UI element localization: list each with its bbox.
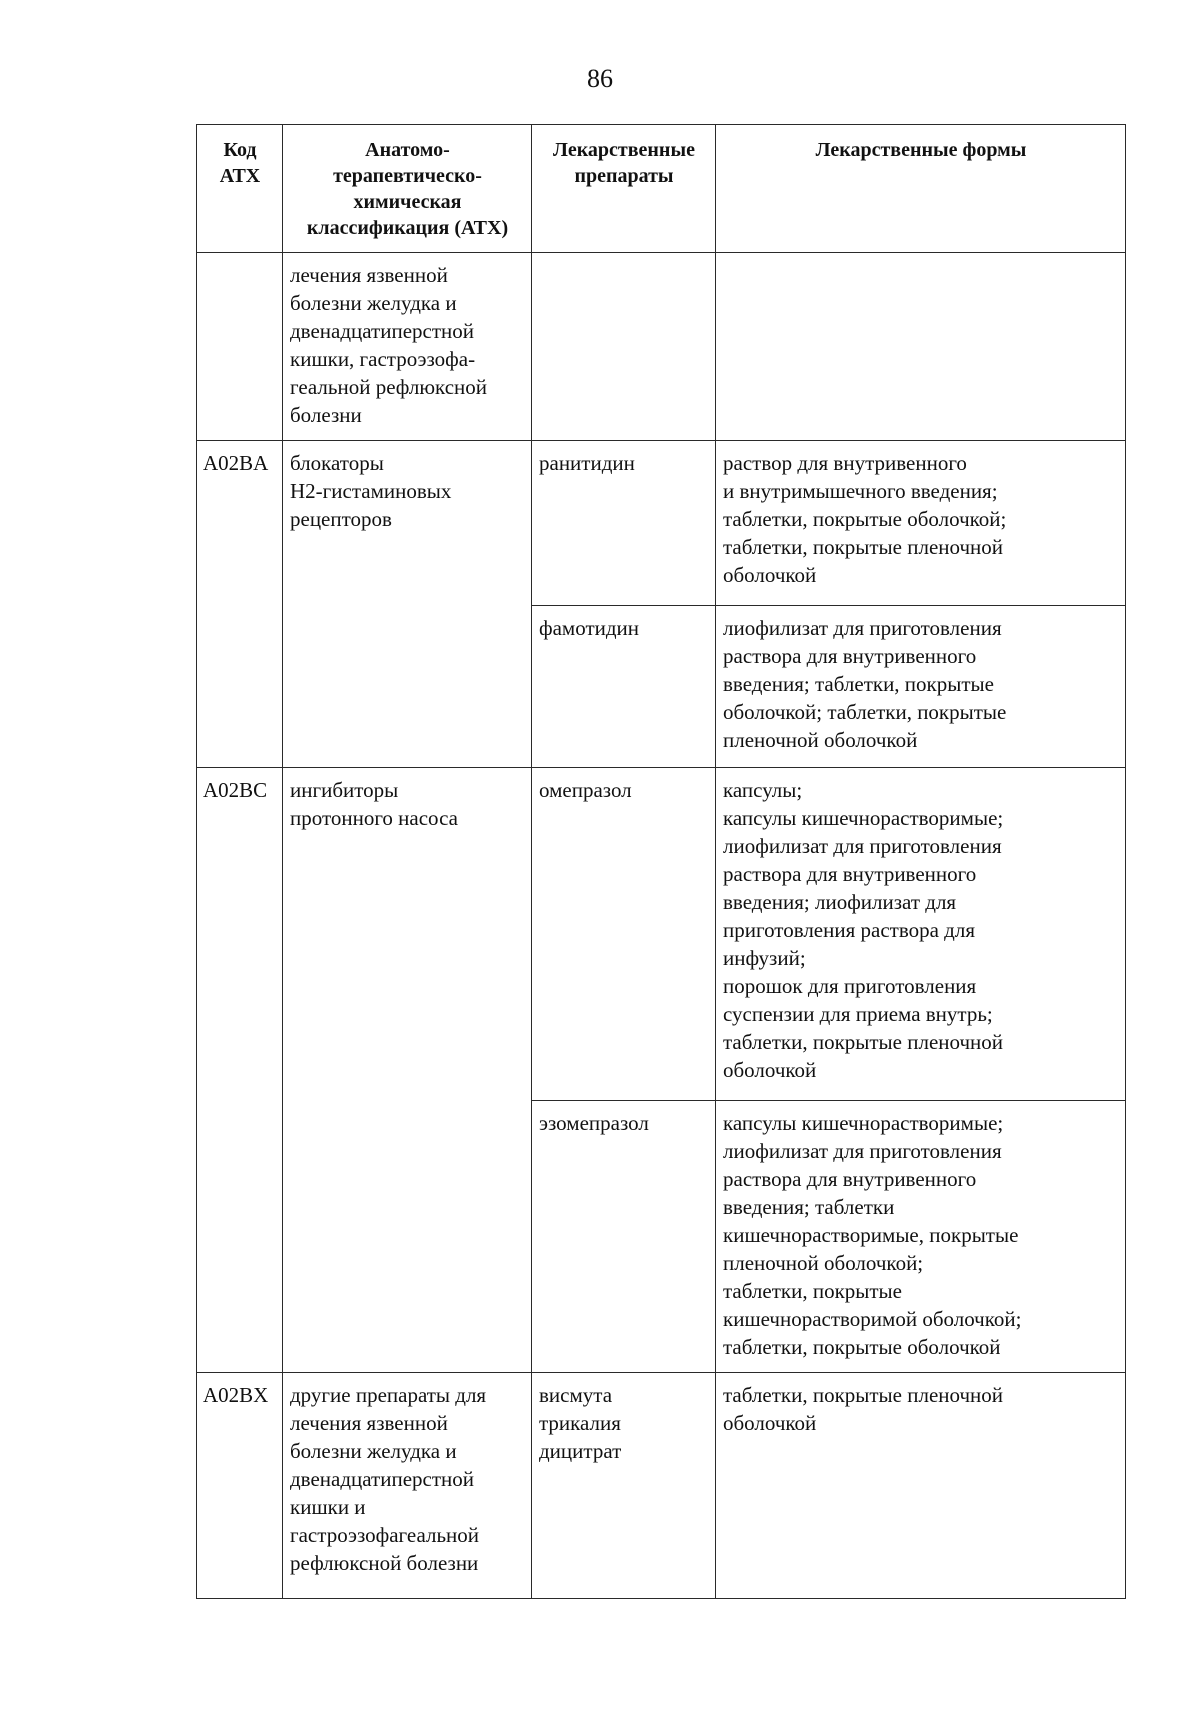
- cell-code: A02BX: [197, 1373, 283, 1599]
- cell-drug: [532, 253, 716, 441]
- cell-forms: [716, 253, 1126, 441]
- cell-code: [197, 253, 283, 441]
- cell-drug: висмута трикалия дицитрат: [532, 1373, 716, 1599]
- cell-drug: ранитидин: [532, 441, 716, 606]
- header-classification: Анатомо- терапевтическо- химическая классификация (АТХ): [283, 125, 532, 253]
- cell-forms: капсулы кишечнорастворимые; лиофилизат для приготовления раствора для внутривенного введения; таблетки кишечнорастворимые, покрытые пленочной оболочкой; таблетки, покрытые кишечнорастворимой оболочкой; таблетки, покрытые оболочкой: [716, 1101, 1126, 1373]
- cell-code: A02BA: [197, 441, 283, 768]
- header-drugs: Лекарственные препараты: [532, 125, 716, 253]
- cell-classification: другие препараты для лечения язвенной болезни желудка и двенадцатиперстной кишки и гастроэзофагеальной рефлюксной болезни: [283, 1373, 532, 1599]
- header-forms: Лекарственные формы: [716, 125, 1126, 253]
- cell-classification: блокаторы Н2-гистаминовых рецепторов: [283, 441, 532, 768]
- atc-drug-table: [196, 124, 1126, 1599]
- header-code: Код АТХ: [197, 125, 283, 253]
- cell-forms: лиофилизат для приготовления раствора для внутривенного введения; таблетки, покрытые оболочкой; таблетки, покрытые пленочной оболочкой: [716, 606, 1126, 768]
- table-row: [197, 1373, 1126, 1599]
- cell-drug: эзомепразол: [532, 1101, 716, 1373]
- cell-classification: ингибиторы протонного насоса: [283, 768, 532, 1373]
- cell-forms: раствор для внутривенного и внутримышечного введения; таблетки, покрытые оболочкой; таблетки, покрытые пленочной оболочкой: [716, 441, 1126, 606]
- table-header-row: [197, 125, 1126, 253]
- cell-code: A02BC: [197, 768, 283, 1373]
- table-row: [197, 768, 1126, 1101]
- cell-forms: таблетки, покрытые пленочной оболочкой: [716, 1373, 1126, 1599]
- table-row: [197, 253, 1126, 441]
- cell-drug: омепразол: [532, 768, 716, 1101]
- cell-classification: лечения язвенной болезни желудка и двенадцатиперстной кишки, гастроэзофа- геальной рефлюксной болезни: [283, 253, 532, 441]
- cell-forms: капсулы; капсулы кишечнорастворимые; лиофилизат для приготовления раствора для внутривенного введения; лиофилизат для приготовления раствора для инфузий; порошок для приготовления суспензии для приема внутрь; таблетки, покрытые пленочной оболочкой: [716, 768, 1126, 1101]
- cell-drug: фамотидин: [532, 606, 716, 768]
- page-number: 86: [587, 64, 613, 93]
- table-row: [197, 441, 1126, 606]
